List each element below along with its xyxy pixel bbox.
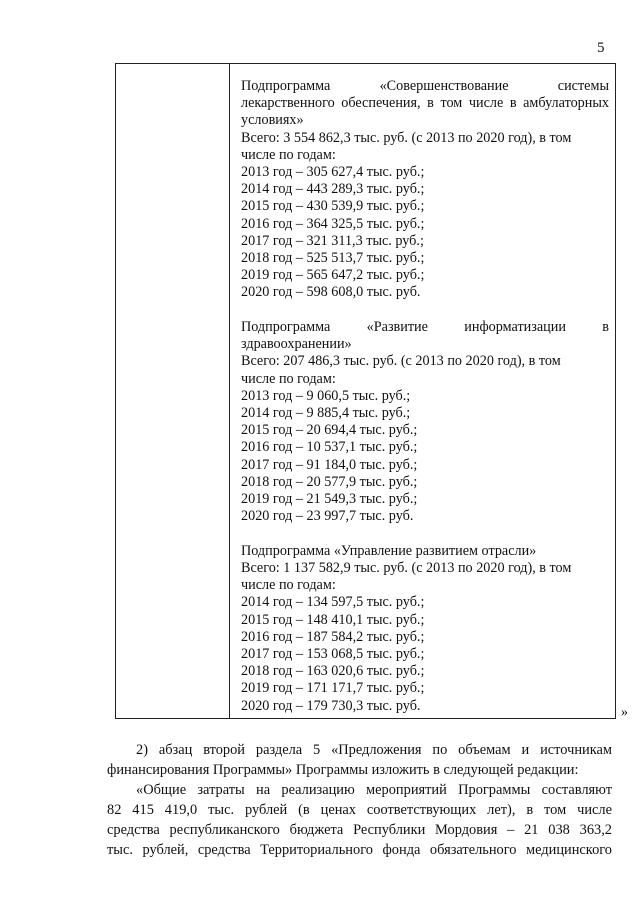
year-amount: 2020 год – 23 997,7 тыс. руб. — [241, 508, 414, 525]
year-amount: 2018 год – 525 513,7 тыс. руб.; — [241, 250, 425, 267]
new-text-paragraph — [107, 780, 612, 860]
subprogram-block — [241, 78, 609, 302]
year-amount: 2020 год – 598 608,0 тыс. руб. — [241, 284, 421, 301]
year-amount: 2018 год – 20 577,9 тыс. руб.; — [241, 473, 418, 490]
paragraph-line: 2) абзац второй раздела 5 «Предложения по объемам и источникам — [136, 742, 612, 758]
year-amount: 2020 год – 179 730,3 тыс. руб. — [241, 697, 421, 714]
year-amount: 2013 год – 9 060,5 тыс. руб.; — [241, 387, 411, 404]
paragraph-line: «Общие затраты на реализацию мероприятий Программы составляют — [136, 782, 612, 798]
year-amount: 2016 год – 10 537,1 тыс. руб.; — [241, 439, 418, 456]
year-amount: 2015 год – 430 539,9 тыс. руб.; — [241, 198, 425, 215]
year-amount: 2018 год – 163 020,6 тыс. руб.; — [241, 663, 425, 680]
year-amount: 2017 год – 321 311,3 тыс. руб.; — [241, 232, 424, 249]
subprogram-block — [241, 543, 609, 715]
year-amount: 2014 год – 9 885,4 тыс. руб.; — [241, 405, 411, 422]
year-amount: 2017 год – 91 184,0 тыс. руб.; — [241, 456, 418, 473]
year-amount: 2014 год – 134 597,5 тыс. руб.; — [241, 594, 425, 611]
year-amount: 2015 год – 148 410,1 тыс. руб.; — [241, 611, 425, 628]
subprogram-total-cont: числе по годам: — [241, 146, 336, 163]
subprogram-total-cont: числе по годам: — [241, 577, 336, 594]
year-amount: 2014 год – 443 289,3 тыс. руб.; — [241, 181, 425, 198]
subprogram-total: Всего: 207 486,3 тыс. руб. (с 2013 по 2020 год), в том — [241, 353, 561, 370]
year-amount: 2016 год – 364 325,5 тыс. руб.; — [241, 215, 425, 232]
paragraph-line: тыс. рублей, средства Территориального фонда обязательного медицинского — [107, 842, 612, 858]
year-amount: 2013 год – 305 627,4 тыс. руб.; — [241, 164, 425, 181]
paragraph-line: 82 415 419,0 тыс. рублей (в ценах соответствующих лет), в том числе — [107, 802, 612, 818]
subprogram-total-cont: числе по годам: — [241, 370, 336, 387]
year-amount: 2016 год – 187 584,2 тыс. руб.; — [241, 628, 425, 645]
table-column-divider — [229, 63, 230, 719]
page-number: 5 — [597, 40, 605, 56]
subprogram-title: Подпрограмма «Управление развитием отрасли» — [241, 542, 537, 559]
closing-quote: » — [621, 705, 628, 720]
subprogram-title: Подпрограмма «Совершенствование системы лекарственного обеспечения, в том числе в амбулаторных условиях» — [241, 78, 609, 129]
year-amount: 2015 год – 20 694,4 тыс. руб.; — [241, 422, 418, 439]
subprogram-total: Всего: 1 137 582,9 тыс. руб. (с 2013 по 2020 год), в том — [241, 560, 572, 577]
paragraph-line: финансирования Программы» Программы изложить в следующей редакции: — [107, 762, 579, 778]
amendment-paragraph — [107, 740, 612, 780]
year-amount: 2019 год – 565 647,2 тыс. руб.; — [241, 267, 425, 284]
year-amount: 2017 год – 153 068,5 тыс. руб.; — [241, 646, 425, 663]
subprogram-title: Подпрограмма «Развитие информатизации в здравоохранении» — [241, 319, 609, 353]
subprogram-block — [241, 319, 609, 525]
paragraph-line: средства республиканского бюджета Республики Мордовия – 21 038 363,2 — [107, 822, 612, 838]
subprogram-total: Всего: 3 554 862,3 тыс. руб. (с 2013 по 2020 год), в том — [241, 129, 572, 146]
year-amount: 2019 год – 171 171,7 тыс. руб.; — [241, 680, 425, 697]
table-cell-financing — [241, 78, 609, 715]
year-amount: 2019 год – 21 549,3 тыс. руб.; — [241, 491, 418, 508]
